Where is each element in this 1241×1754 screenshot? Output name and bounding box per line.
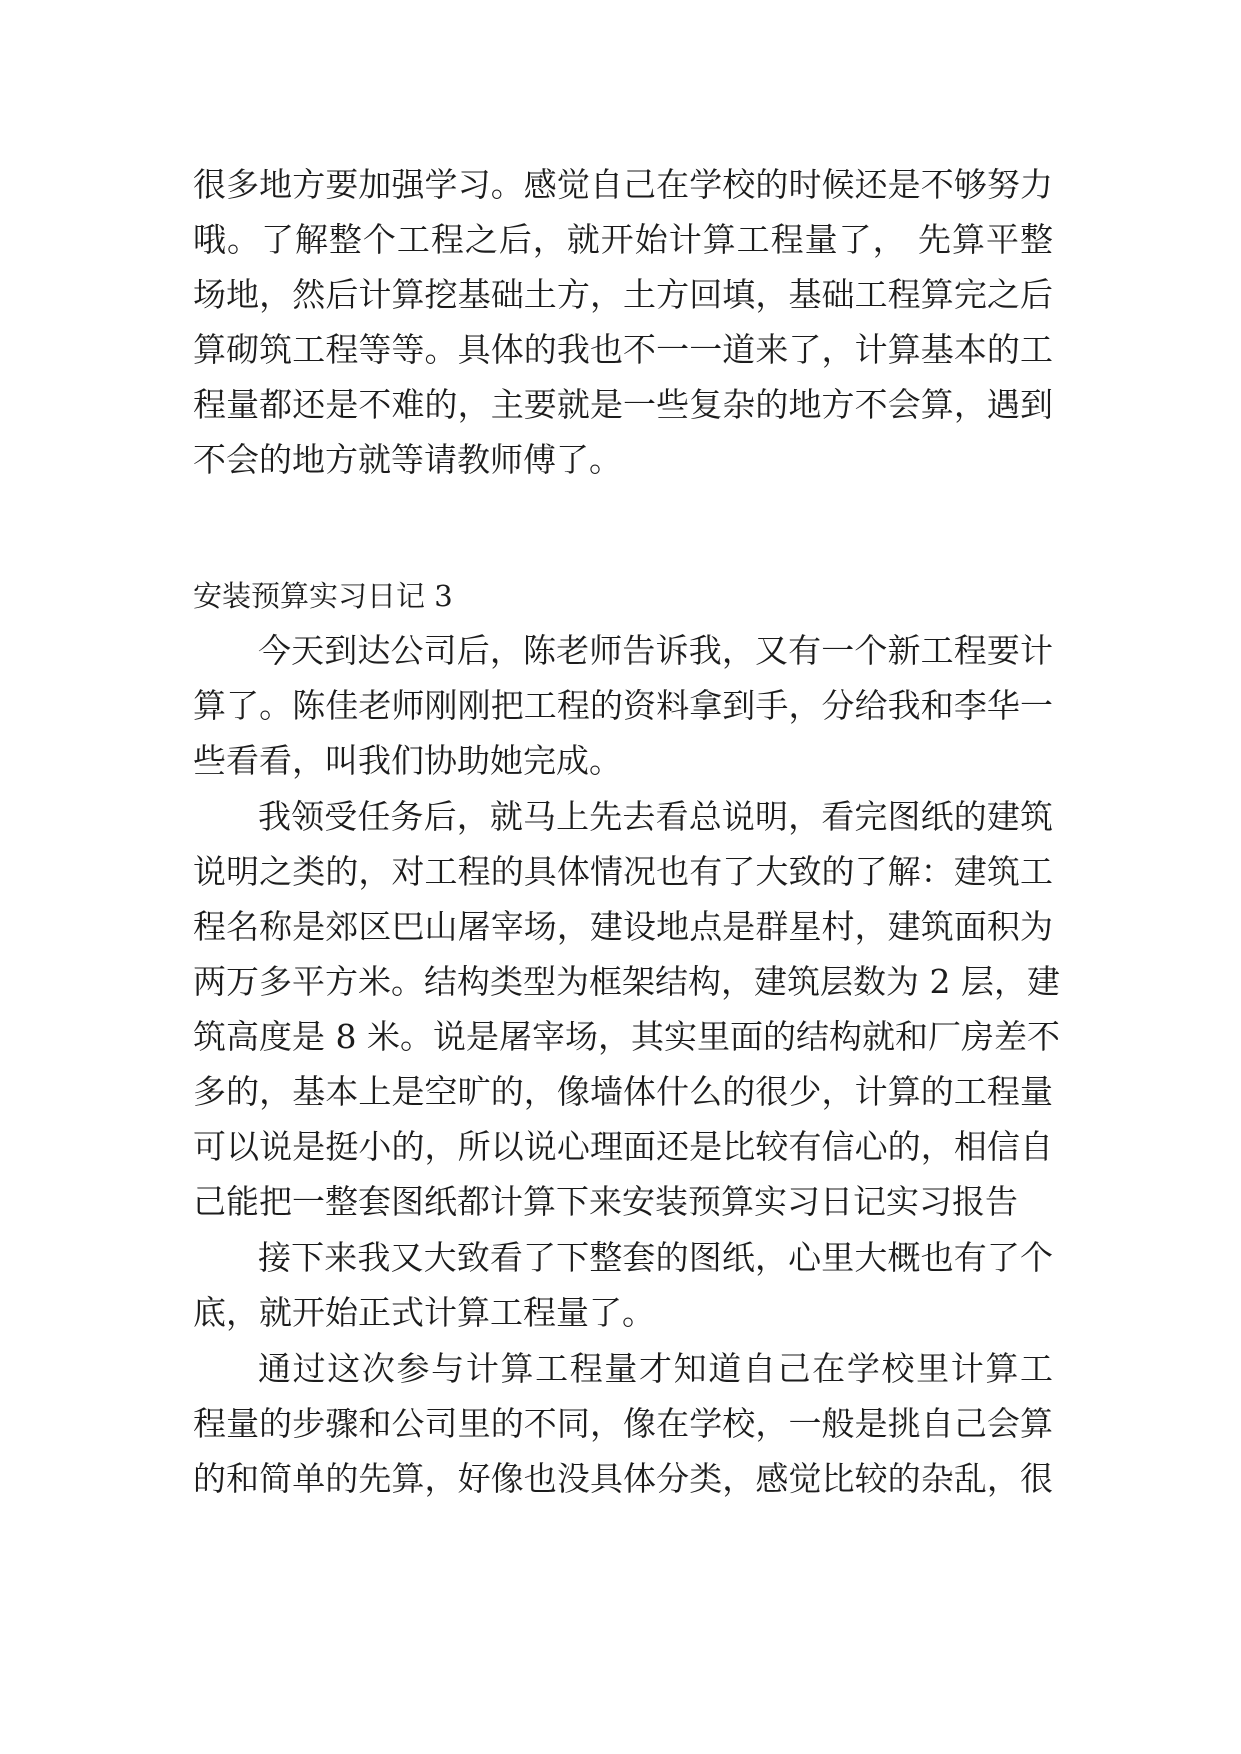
body-text-line: 底，就开始正式计算工程量了。 <box>193 1293 655 1332</box>
body-text-line: 接下来我又大致看了下整套的图纸，心里大概也有了个 <box>258 1238 1053 1277</box>
body-text-line: 算砌筑工程等等。具体的我也不一一道来了，计算基本的工 <box>193 330 1053 369</box>
body-text-line: 程量的步骤和公司里的不同，像在学校，一般是挑自己会算 <box>193 1404 1053 1443</box>
body-text-line: 两万多平方米。结构类型为框架结构，建筑层数为 2 层，建 <box>193 962 1060 1001</box>
body-text-line: 的和简单的先算，好像也没具体分类，感觉比较的杂乱，很 <box>193 1459 1053 1498</box>
body-text-line: 哦。了解整个工程之后，就开始计算工程量了， 先算平整 <box>193 220 1053 259</box>
body-text-line: 多的，基本上是空旷的，像墙体什么的很少，计算的工程量 <box>193 1072 1053 1111</box>
body-text-line: 说明之类的，对工程的具体情况也有了大致的了解：建筑工 <box>193 852 1053 891</box>
body-text-line: 算了。陈佳老师刚刚把工程的资料拿到手，分给我和李华一 <box>193 686 1053 725</box>
body-text-line: 通过这次参与计算工程量才知道自己在学校里计算工 <box>258 1349 1053 1388</box>
body-text-line: 我领受任务后，就马上先去看总说明，看完图纸的建筑 <box>258 797 1053 836</box>
body-text-line: 不会的地方就等请教师傅了。 <box>193 440 622 479</box>
section-heading: 安装预算实习日记 3 <box>193 579 453 613</box>
body-text-line: 筑高度是 8 米。说是屠宰场，其实里面的结构就和厂房差不 <box>193 1017 1060 1056</box>
body-text-line: 己能把一整套图纸都计算下来安装预算实习日记实习报告 <box>193 1182 1018 1221</box>
body-text-line: 场地，然后计算挖基础土方，土方回填，基础工程算完之后 <box>193 275 1053 314</box>
body-text-line: 可以说是挺小的，所以说心理面还是比较有信心的，相信自 <box>193 1127 1053 1166</box>
body-text-line: 今天到达公司后，陈老师告诉我，又有一个新工程要计 <box>258 631 1053 670</box>
body-text-line: 程名称是郊区巴山屠宰场，建设地点是群星村，建筑面积为 <box>193 907 1053 946</box>
body-text-line: 程量都还是不难的，主要就是一些复杂的地方不会算，遇到 <box>193 385 1053 424</box>
body-text-line: 些看看，叫我们协助她完成。 <box>193 741 622 780</box>
body-text-line: 很多地方要加强学习。感觉自己在学校的时候还是不够努力 <box>193 165 1053 204</box>
